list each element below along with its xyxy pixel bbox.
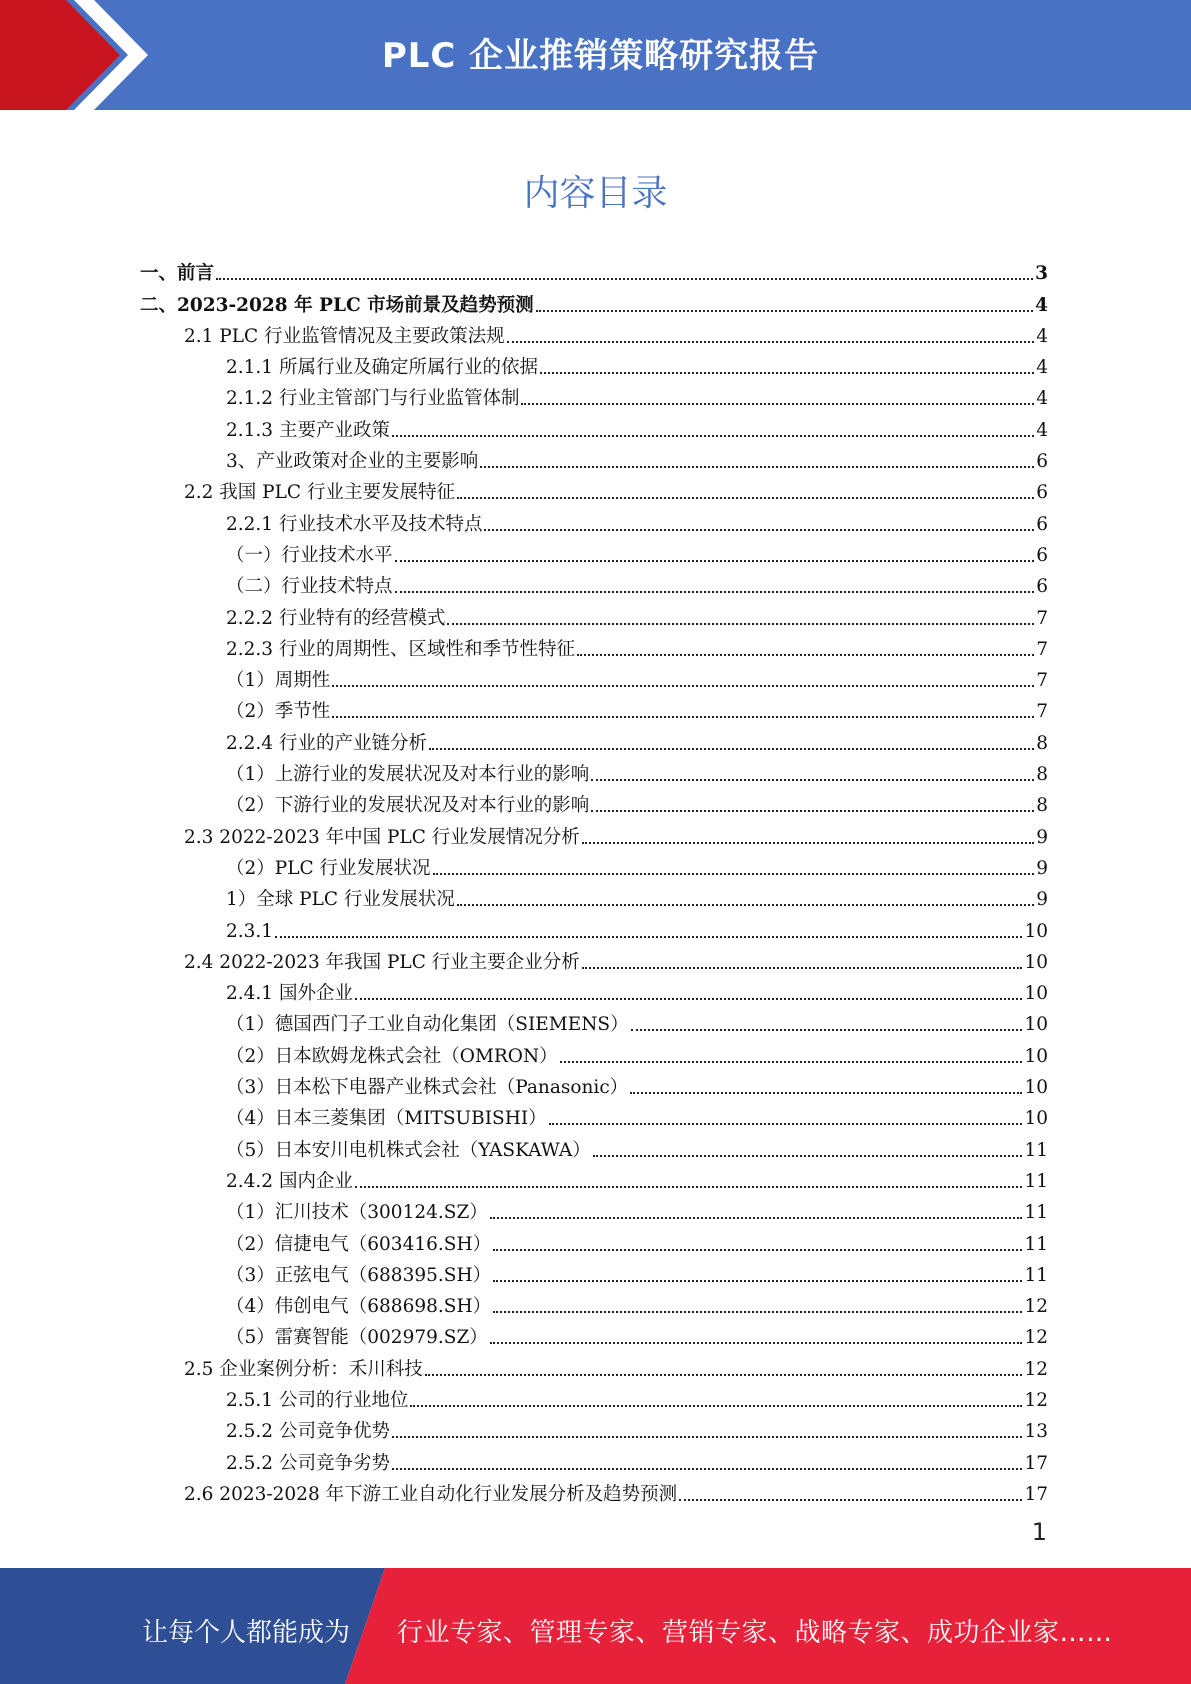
toc-dot-leader — [395, 559, 1035, 562]
toc-entry-title: 2.1.1 所属行业及确定所属行业的依据 — [226, 357, 538, 379]
footer-slogan-right: 行业专家、管理专家、营销专家、战略专家、成功企业家…… — [397, 1618, 1113, 1648]
toc-entry-title: （4）伟创电气（688698.SH） — [226, 1296, 492, 1318]
toc-dot-leader — [410, 1404, 1022, 1407]
toc-entry[interactable] — [140, 1224, 1048, 1255]
toc-entry-title: 2.4.2 国内企业 — [226, 1170, 353, 1192]
toc-entry-page: 4 — [1036, 325, 1048, 347]
table-of-contents — [140, 254, 1048, 1506]
toc-dot-leader — [577, 653, 1034, 656]
toc-dot-leader — [536, 309, 1034, 312]
toc-dot-leader — [507, 340, 1035, 343]
report-title: PLC 企业推销策略研究报告 — [381, 36, 820, 76]
toc-entry[interactable] — [140, 974, 1048, 1005]
toc-dot-leader — [447, 622, 1034, 625]
footer-banner — [0, 1568, 1191, 1684]
toc-entry[interactable] — [140, 379, 1048, 410]
toc-entry-title: （2）PLC 行业发展状况 — [226, 857, 431, 879]
toc-dot-leader — [521, 402, 1034, 405]
toc-entry-page: 6 — [1036, 451, 1048, 473]
toc-dot-leader — [332, 684, 1034, 687]
toc-entry-page: 7 — [1036, 701, 1048, 723]
toc-entry-title: （3）正弦电气（688395.SH） — [226, 1264, 492, 1286]
toc-entry-title: 2.3 2022-2023 年中国 PLC 行业发展情况分析 — [184, 826, 580, 848]
toc-entry[interactable] — [140, 1005, 1048, 1036]
toc-entry[interactable] — [140, 536, 1048, 567]
toc-entry[interactable] — [140, 317, 1048, 348]
toc-entry-title: 2.5.1 公司的行业地位 — [226, 1389, 409, 1411]
toc-dot-leader — [631, 1028, 1023, 1031]
toc-entry-title: 2.1.3 主要产业政策 — [226, 419, 390, 441]
toc-dot-leader — [433, 872, 1035, 875]
toc-entry[interactable] — [140, 880, 1048, 911]
toc-dot-leader — [540, 371, 1034, 374]
toc-dot-leader — [392, 1435, 1022, 1438]
toc-entry[interactable] — [140, 1287, 1048, 1318]
toc-dot-leader — [429, 747, 1034, 750]
toc-entry[interactable] — [140, 1162, 1048, 1193]
toc-entry[interactable] — [140, 1443, 1048, 1474]
toc-dot-leader — [457, 496, 1034, 499]
toc-entry-title: 一、前言 — [140, 263, 215, 285]
toc-dot-leader — [630, 1091, 1022, 1094]
toc-entry[interactable] — [140, 442, 1048, 473]
toc-entry-page: 8 — [1036, 732, 1048, 754]
toc-entry-title: 2.4 2022-2023 年我国 PLC 行业主要企业分析 — [184, 951, 580, 973]
toc-dot-leader — [392, 434, 1034, 437]
toc-entry-page: 6 — [1036, 544, 1048, 566]
toc-entry-page: 6 — [1036, 482, 1048, 504]
toc-dot-leader — [493, 1248, 1022, 1251]
toc-entry-title: （1）汇川技术（300124.SZ） — [226, 1202, 488, 1224]
toc-entry-page: 11 — [1024, 1233, 1048, 1255]
toc-entry[interactable] — [140, 598, 1048, 629]
toc-entry[interactable] — [140, 1412, 1048, 1443]
toc-entry-page: 11 — [1024, 1139, 1048, 1161]
toc-dot-leader — [493, 1310, 1022, 1313]
toc-entry-page: 12 — [1024, 1389, 1048, 1411]
toc-entry-page: 8 — [1036, 795, 1048, 817]
toc-entry[interactable] — [140, 1130, 1048, 1161]
footer-slogan-left: 让每个人都能成为 — [142, 1618, 351, 1648]
toc-entry[interactable] — [140, 1381, 1048, 1412]
toc-entry-title: 2.1 PLC 行业监管情况及主要政策法规 — [184, 325, 505, 347]
toc-entry-page: 10 — [1024, 983, 1048, 1005]
toc-dot-leader — [332, 715, 1034, 718]
toc-entry-title: 2.5.2 公司竞争劣势 — [226, 1452, 390, 1474]
toc-entry-title: （一）行业技术水平 — [226, 544, 393, 566]
toc-entry-title: （1）上游行业的发展状况及对本行业的影响 — [226, 764, 590, 786]
toc-dot-leader — [582, 841, 1034, 844]
toc-entry-page: 6 — [1036, 576, 1048, 598]
toc-entry-title: （2）下游行业的发展状况及对本行业的影响 — [226, 795, 590, 817]
toc-heading: 内容目录 — [523, 173, 668, 214]
toc-entry-title: 2.3.1 — [226, 920, 274, 942]
toc-dot-leader — [392, 1467, 1022, 1470]
toc-entry-title: 2.2.4 行业的产业链分析 — [226, 732, 427, 754]
toc-entry-page: 12 — [1024, 1358, 1048, 1380]
toc-entry-title: 2.2 我国 PLC 行业主要发展特征 — [184, 482, 455, 504]
toc-entry-page: 10 — [1024, 1108, 1048, 1130]
toc-entry[interactable] — [140, 911, 1048, 942]
toc-entry-title: （5）雷赛智能（002979.SZ） — [226, 1327, 488, 1349]
toc-entry[interactable] — [140, 567, 1048, 598]
toc-entry-page: 6 — [1036, 513, 1048, 535]
toc-entry[interactable] — [140, 630, 1048, 661]
toc-entry-page: 11 — [1024, 1202, 1048, 1224]
toc-entry-page: 9 — [1036, 826, 1048, 848]
toc-entry[interactable] — [140, 1068, 1048, 1099]
toc-entry-page: 12 — [1024, 1327, 1048, 1349]
toc-entry-page: 3 — [1035, 263, 1048, 285]
toc-dot-leader — [490, 1341, 1023, 1344]
toc-entry-page: 9 — [1036, 857, 1048, 879]
toc-entry[interactable] — [140, 1475, 1048, 1506]
toc-entry[interactable] — [140, 1349, 1048, 1380]
toc-entry-title: 二、2023-2028 年 PLC 市场前景及趋势预测 — [140, 294, 534, 316]
toc-entry-title: （二）行业技术特点 — [226, 576, 393, 598]
toc-entry-page: 10 — [1024, 1077, 1048, 1099]
toc-entry-page: 12 — [1024, 1296, 1048, 1318]
toc-entry[interactable] — [140, 1036, 1048, 1067]
toc-entry-page: 4 — [1035, 294, 1048, 316]
toc-dot-leader — [560, 1060, 1023, 1063]
toc-entry-page: 4 — [1036, 388, 1048, 410]
toc-entry[interactable] — [140, 473, 1048, 504]
toc-entry-page: 11 — [1024, 1170, 1048, 1192]
toc-entry-page: 9 — [1036, 889, 1048, 911]
toc-entry-page: 10 — [1024, 1014, 1048, 1036]
toc-entry-page: 17 — [1024, 1483, 1048, 1505]
toc-entry-title: 2.6 2023-2028 年下游工业自动化行业发展分析及趋势预测 — [184, 1483, 678, 1505]
toc-entry-page: 10 — [1024, 951, 1048, 973]
toc-dot-leader — [216, 277, 1033, 280]
toc-entry-title: （2）日本欧姆龙株式会社（OMRON） — [226, 1045, 558, 1067]
toc-entry-page: 7 — [1036, 638, 1048, 660]
toc-dot-leader — [355, 997, 1023, 1000]
toc-dot-leader — [480, 465, 1034, 468]
toc-entry[interactable] — [140, 1256, 1048, 1287]
toc-entry-title: 3、产业政策对企业的主要影响 — [226, 451, 479, 473]
page-number: 1 — [1031, 1518, 1047, 1546]
toc-entry-title: （2）季节性 — [226, 701, 331, 723]
toc-entry-title: 2.5.2 公司竞争优势 — [226, 1421, 390, 1443]
toc-entry-title: 2.5 企业案例分析：禾川科技 — [184, 1358, 423, 1380]
toc-entry-title: 2.2.1 行业技术水平及技术特点 — [226, 513, 483, 535]
toc-entry[interactable] — [140, 1099, 1048, 1130]
toc-dot-leader — [493, 1279, 1022, 1282]
toc-entry-title: 2.2.3 行业的周期性、区域性和季节性特征 — [226, 638, 575, 660]
toc-entry[interactable] — [140, 786, 1048, 817]
toc-entry-title: 2.2.2 行业特有的经营模式 — [226, 607, 446, 629]
toc-dot-leader — [484, 528, 1034, 531]
toc-dot-leader — [275, 935, 1022, 938]
toc-dot-leader — [591, 778, 1034, 781]
toc-entry-title: 2.1.2 行业主管部门与行业监管体制 — [226, 388, 520, 410]
toc-dot-leader — [593, 1154, 1023, 1157]
toc-entry[interactable] — [140, 755, 1048, 786]
toc-dot-leader — [679, 1498, 1022, 1501]
toc-entry-title: （5）日本安川电机株式会社（YASKAWA） — [226, 1139, 591, 1161]
toc-entry[interactable] — [140, 817, 1048, 848]
toc-entry-page: 4 — [1036, 357, 1048, 379]
toc-entry-title: 2.4.1 国外企业 — [226, 983, 353, 1005]
toc-entry-title: （1）德国西门子工业自动化集团（SIEMENS） — [226, 1014, 629, 1036]
toc-entry-page: 7 — [1036, 607, 1048, 629]
toc-entry-title: （4）日本三菱集团（MITSUBISHI） — [226, 1108, 547, 1130]
toc-entry-page: 8 — [1036, 764, 1048, 786]
toc-entry[interactable] — [140, 692, 1048, 723]
toc-entry-page: 10 — [1024, 920, 1048, 942]
toc-entry[interactable] — [140, 1318, 1048, 1349]
toc-entry[interactable] — [140, 410, 1048, 441]
toc-dot-leader — [582, 966, 1023, 969]
toc-entry-page: 10 — [1024, 1045, 1048, 1067]
toc-entry-title: （3）日本松下电器产业株式会社（Panasonic） — [226, 1077, 629, 1099]
header-banner — [0, 0, 1191, 110]
toc-entry-title: （1）周期性 — [226, 670, 331, 692]
toc-entry-title: 1）全球 PLC 行业发展状况 — [226, 889, 455, 911]
toc-entry[interactable] — [140, 1193, 1048, 1224]
toc-entry-title: （2）信捷电气（603416.SH） — [226, 1233, 492, 1255]
toc-entry[interactable] — [140, 661, 1048, 692]
toc-entry-page: 4 — [1036, 419, 1048, 441]
toc-dot-leader — [490, 1216, 1023, 1219]
toc-entry[interactable] — [140, 348, 1048, 379]
toc-dot-leader — [355, 1185, 1023, 1188]
toc-entry[interactable] — [140, 254, 1048, 285]
toc-entry[interactable] — [140, 285, 1048, 316]
toc-entry[interactable] — [140, 849, 1048, 880]
toc-entry[interactable] — [140, 943, 1048, 974]
toc-entry-page: 17 — [1024, 1452, 1048, 1474]
toc-entry-page: 11 — [1024, 1264, 1048, 1286]
toc-dot-leader — [425, 1373, 1023, 1376]
toc-dot-leader — [395, 590, 1035, 593]
toc-entry[interactable] — [140, 723, 1048, 754]
toc-entry-page: 13 — [1024, 1421, 1048, 1443]
toc-dot-leader — [591, 809, 1034, 812]
toc-dot-leader — [549, 1122, 1023, 1125]
toc-dot-leader — [457, 903, 1034, 906]
toc-entry-page: 7 — [1036, 670, 1048, 692]
toc-entry[interactable] — [140, 504, 1048, 535]
